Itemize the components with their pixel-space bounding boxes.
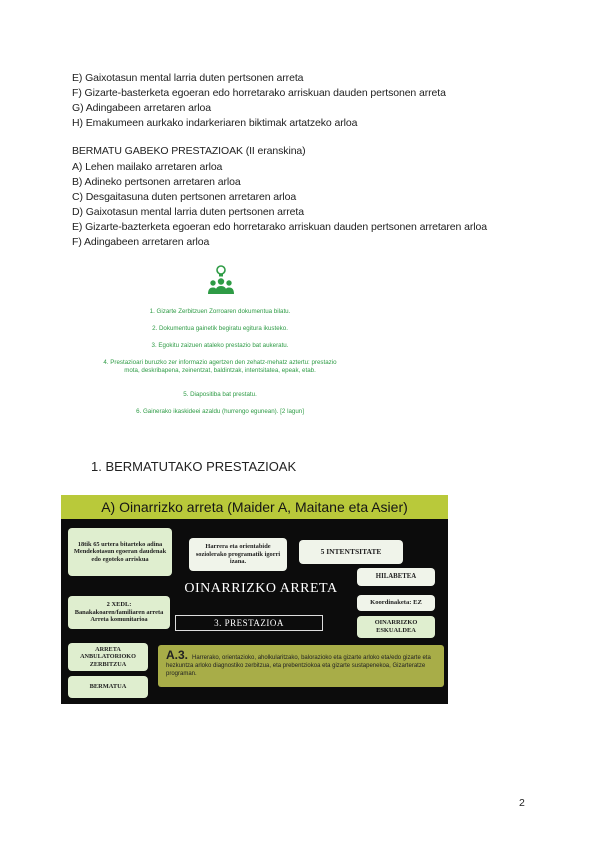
list-item: C) Desgaitasuna duten pertsonen arretaren arloa (72, 191, 297, 203)
list-item: F) Gizarte-basterketa egoeran edo horretarako arriskuan dauden pertsonen arreta (72, 87, 446, 99)
center-title: OINARRIZKO ARRETA (184, 581, 338, 596)
page-number: 2 (519, 797, 525, 809)
prestazioa-box: 3. PRESTAZIOA (175, 615, 323, 631)
slide-image (61, 495, 448, 704)
list-item: G) Adingabeen arretaren arloa (72, 102, 211, 114)
slide-banner: A) Oinarrizko arreta (Maider A, Maitane eta Asier) (61, 495, 448, 519)
list-item: E) Gaixotasun mental larria duten pertsonen arreta (72, 72, 304, 84)
step-item: 2. Dokumentua gainetik begiratu egitura ikusteko. (152, 325, 288, 332)
section-heading: 1. BERMATUTAKO PRESTAZIOAK (91, 459, 297, 474)
section-title: BERMATU GABEKO PRESTAZIOAK (II eranskina) (72, 145, 306, 157)
list-item: E) Gizarte-bazterketa egoeran edo horretarako arriskuan dauden pertsonen arretaren arloa (72, 221, 487, 233)
monthly-box: HILABETEA (357, 568, 435, 586)
xedl-box: 2 XEDL: Banakakoaren/familiaren arreta Arreta komunitarioa (68, 596, 170, 629)
step-item: 5. Diapositiba bat prestatu. (183, 391, 257, 398)
guaranteed-box: BERMATUA (68, 676, 148, 698)
list-item: D) Gaixotasun mental larria duten pertsonen arreta (72, 206, 304, 218)
age-box: 18tik 65 urtera bitarteko adina Mendekotasun egoeran daudenak edo egoteko arriskua (68, 528, 172, 576)
coordination-box: Koordinaketa: EZ (357, 595, 435, 611)
intensity-box: 5 INTENTSITATE (299, 540, 403, 564)
step-item: 3. Egokitu zaizuen ataleko prestazio bat aukeratu. (151, 342, 289, 349)
list-item: A) Lehen mailako arretaren arloa (72, 161, 223, 173)
level-box: OINARRIZKO ESKUALDEA (357, 616, 435, 638)
step-item: 6. Gainerako ikaskideei azaldu (hurrengo egunean). [2 lagun] (136, 408, 304, 415)
description-text: Harrerako, orientazioko, aholkularitzako, balorazioko eta gizarte arloko eta/edo gizarte eta hezkuntza arloko diagnostiko zerbitzua, eta prebentziokoa eta gizarte sustapenekoa, Gizarteratze programan. (166, 655, 431, 677)
description-code: A.3. (166, 648, 189, 662)
service-box: ARRETA ANBULATORIOKO ZERBITZUA (68, 643, 148, 671)
list-item: F) Adingabeen arretaren arloa (72, 236, 210, 248)
program-box: Harrera eta orientabide soziolerako programatik igorri izana. (189, 538, 287, 571)
team-lightbulb-icon (206, 264, 236, 298)
step-item: 4. Prestazioari buruzko zer informazio agertzen den zehatz-mehatz aztertu: prestazio mota, deskribapena, zeinentzat, baldintzak, intentsitatea, epeak, etab. (103, 359, 337, 374)
list-item: H) Emakumeen aurkako indarkeriaren biktimak artatzeko arloa (72, 117, 358, 129)
description-box (158, 645, 444, 687)
list-item: B) Adineko pertsonen arretaren arloa (72, 176, 241, 188)
step-item: 1. Gizarte Zerbitzuen Zorroaren dokumentua bilatu. (149, 308, 291, 315)
